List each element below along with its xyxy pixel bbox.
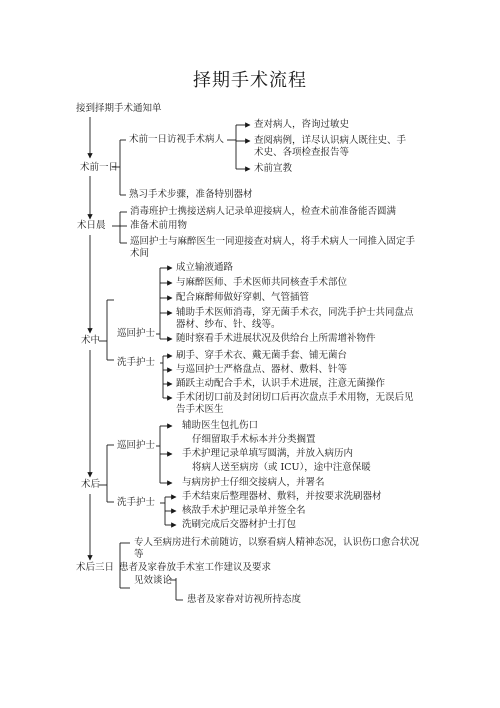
intra-circ-item-2: 与麻醉医师、手术医师共同核查手术部位 bbox=[176, 277, 348, 288]
morning-item-1: 消毒班护士携接送病人记录单迎接病人，检查术前准备能否圆满 bbox=[130, 206, 397, 217]
intra-circ-item-1: 成立输液通路 bbox=[176, 262, 234, 273]
day3-item-2: 患者及家眷放手术室工作建议及要求 bbox=[119, 562, 272, 573]
stage-pre-day: 术前一日 bbox=[80, 162, 119, 173]
post-scrub-item-1: 手术结束后整理器材、敷料，并按要求洗刷器材 bbox=[182, 491, 382, 502]
pre-day-item-3: 术前宣教 bbox=[254, 163, 293, 174]
intra-scrub-item-3: 踊跃主动配合手术，认识手术进展，注意无菌操作 bbox=[176, 378, 386, 389]
intra-circulating-label: 巡回护士 bbox=[117, 328, 156, 339]
stage-post: 术后 bbox=[81, 479, 101, 490]
post-circ-item-1: 辅助医生包扎伤口 bbox=[182, 420, 259, 431]
day3-talk: 见效谈论 bbox=[134, 575, 173, 586]
pre-day-item-2: 查阅病例，详尽认识病人既往史、手术史、各项检查报告等 bbox=[254, 135, 407, 158]
pre-day-familiar: 熟习手术步骤，准备特别器材 bbox=[129, 189, 253, 200]
pre-day-item-1: 查对病人，咨询过敏史 bbox=[254, 119, 350, 130]
stage-intra: 术中 bbox=[81, 335, 101, 346]
intra-scrub-item-4: 手术闭切口前及封闭切口后再次盘点手术用物，无误后见告手术医生 bbox=[176, 392, 414, 415]
intra-scrub-item-1: 刷手、穿手术衣、戴无菌手套、铺无菌台 bbox=[176, 350, 348, 361]
post-circ-item-4: 将病人送至病房（或 ICU），途中注意保暖 bbox=[192, 462, 371, 473]
post-circulating-label: 巡回护士 bbox=[117, 440, 156, 451]
intra-scrub-item-2: 与巡回护士严格盘点、器材、敷料、针等 bbox=[176, 364, 348, 375]
intra-scrub-label: 洗手护士 bbox=[117, 357, 156, 368]
intra-circ-item-5: 随时察看手术进展状况及供给台上所需增补物件 bbox=[176, 333, 376, 344]
morning-item-3: 巡回护士与麻醉医生一同迎接查对病人，将手术病人一同推入固定手术间 bbox=[130, 236, 416, 259]
intra-circ-item-3: 配合麻醉师做好穿刺、气管插管 bbox=[176, 292, 310, 303]
post-scrub-item-2: 核敌手术护理记录单并签全名 bbox=[182, 505, 306, 516]
morning-item-2: 准备术前用物 bbox=[130, 220, 188, 231]
stage-morning: 术日晨 bbox=[77, 220, 106, 231]
post-scrub-item-3: 洗刷完成后交器材护士打包 bbox=[182, 519, 297, 530]
day3-item-3: 患者及家眷对访视所持态度 bbox=[187, 594, 302, 605]
stage-day3: 术后三日 bbox=[76, 562, 115, 573]
post-circ-item-5: 与病房护士仔细交接病人，并署名 bbox=[182, 477, 325, 488]
page-title: 择期手术流程 bbox=[193, 70, 307, 91]
post-circ-item-3: 手术护理记录单填写圆满，并放入病历内 bbox=[182, 448, 354, 459]
post-circ-item-2: 仔细留取手术标本并分类搁置 bbox=[192, 434, 316, 445]
intra-circ-item-4: 辅助手术医师消毒，穿无菌手术衣，同洗手护士共同盘点器材、纱布、针、线等。 bbox=[176, 307, 414, 330]
pre-day-visit: 术前一日访视手术病人 bbox=[129, 134, 225, 145]
day3-item-1: 专人至病房进行术前随访，以察看病人精神态况，认识伤口愈合状况等 bbox=[134, 537, 420, 560]
start-node: 接到择期手术通知单 bbox=[76, 103, 162, 114]
post-scrub-label: 洗手护士 bbox=[117, 497, 156, 508]
